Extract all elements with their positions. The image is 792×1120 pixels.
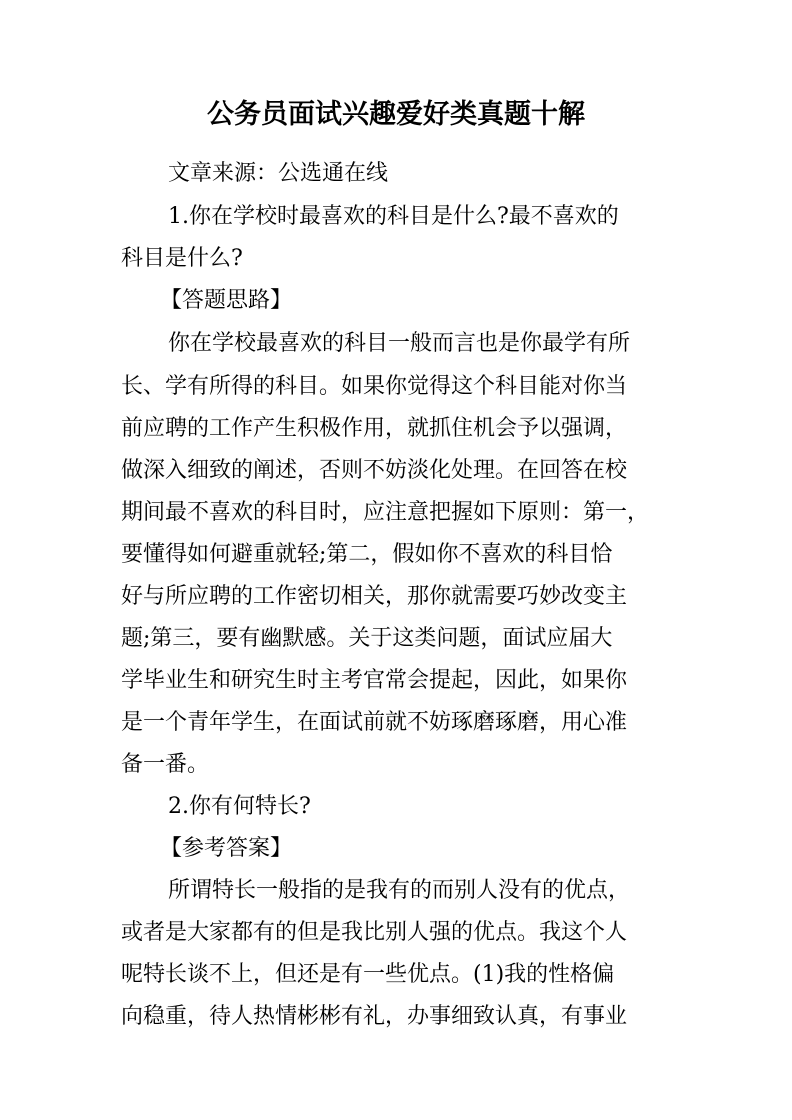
question-2-line: 2.你有何特长? (168, 794, 311, 819)
paragraph-line: 题;第三，要有幽默感。关于这类问题，面试应届大 (121, 626, 613, 651)
paragraph-line: 备一番。 (121, 752, 210, 777)
paragraph-line: 做深入细致的阐述，否则不妨淡化处理。在回答在校 (121, 458, 628, 483)
source-line: 文章来源：公选通在线 (168, 161, 389, 186)
section-heading-reference-answer: 【参考答案】 (160, 836, 293, 861)
paragraph-line: 所谓特长一般指的是我有的而别人没有的优点， (168, 878, 631, 903)
paragraph-line: 要懂得如何避重就轻;第二，假如你不喜欢的科目恰 (121, 542, 613, 567)
paragraph-line: 长、学有所得的科目。如果你觉得这个科目能对你当 (121, 374, 628, 399)
paragraph-line: 呢特长谈不上，但还是有一些优点。(1)我的性格偏 (121, 962, 615, 987)
paragraph-line: 期间最不喜欢的科目时，应注意把握如下原则：第一， (121, 500, 650, 525)
paragraph-line: 是一个青年学生，在面试前就不妨琢磨琢磨，用心准 (121, 710, 628, 735)
paragraph-line: 学毕业生和研究生时主考官常会提起，因此，如果你 (121, 668, 628, 693)
paragraph-line: 或者是大家都有的但是我比别人强的优点。我这个人 (121, 920, 628, 945)
paragraph-line: 你在学校最喜欢的科目一般而言也是你最学有所 (168, 331, 631, 356)
document-title: 公务员面试兴趣爱好类真题十解 (207, 99, 585, 130)
question-1-line-1: 1.你在学校时最喜欢的科目是什么?最不喜欢的 (168, 204, 619, 229)
section-heading-answer-approach: 【答题思路】 (160, 288, 293, 313)
paragraph-line: 好与所应聘的工作密切相关，那你就需要巧妙改变主 (121, 584, 628, 609)
paragraph-line: 向稳重，待人热情彬彬有礼，办事细致认真，有事业 (121, 1004, 628, 1029)
question-1-line-2: 科目是什么? (121, 246, 243, 271)
paragraph-line: 前应聘的工作产生积极作用，就抓住机会予以强调， (121, 416, 628, 441)
